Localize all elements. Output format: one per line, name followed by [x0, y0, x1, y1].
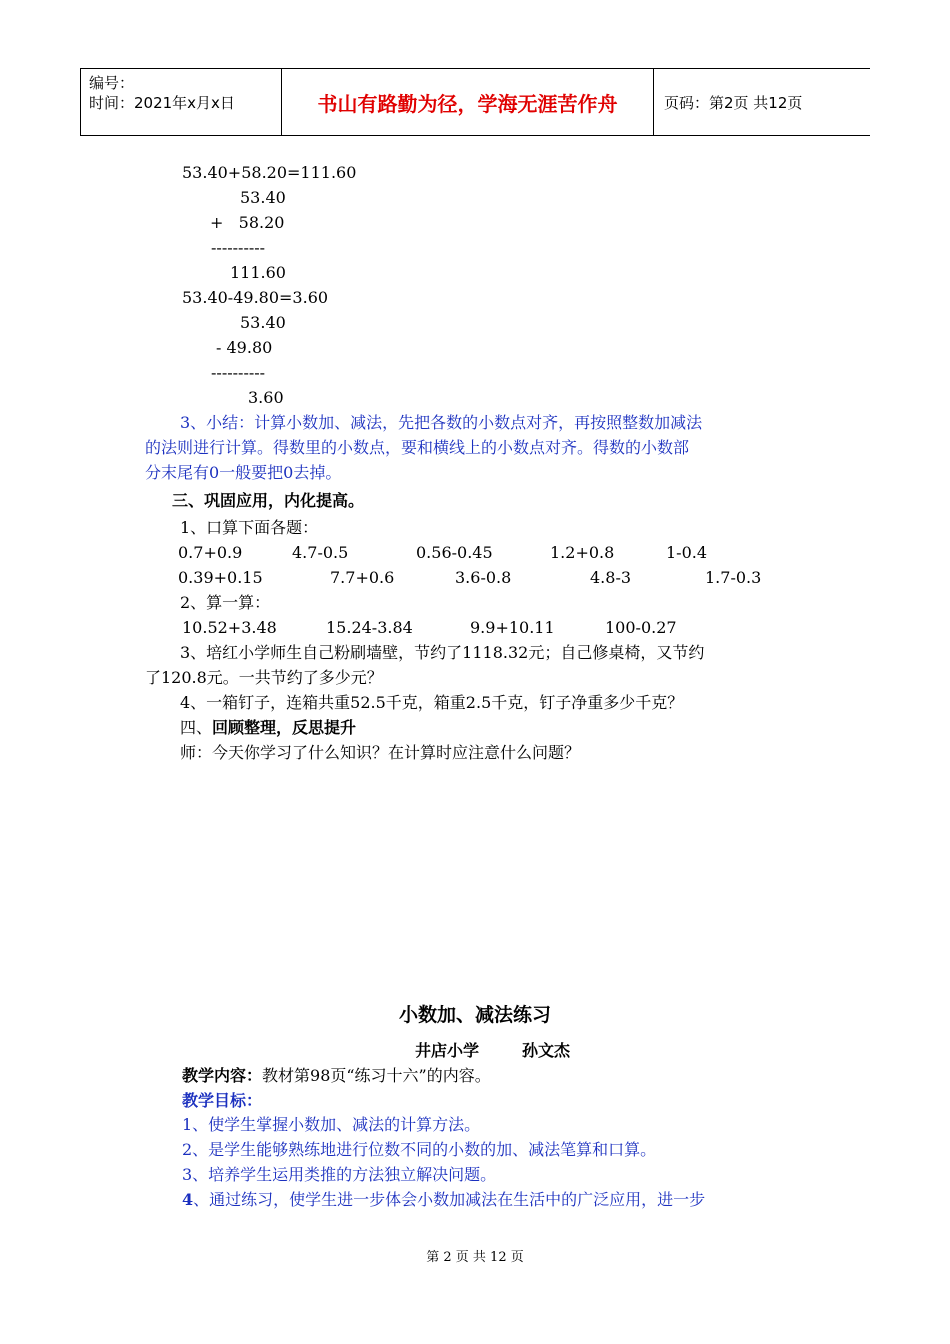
section3-heading: 三、巩固应用，内化提高。	[172, 491, 365, 510]
header-meta	[80, 69, 282, 135]
oral-item: 0.39+0.15	[178, 568, 263, 587]
oral-item: 1-0.4	[666, 543, 708, 562]
calc-item: 9.9+10.11	[470, 618, 555, 637]
oral-item: 1.2+0.8	[550, 543, 615, 562]
question-4: 4、一箱钉子，连箱共重52.5千克，箱重2.5千克，钉子净重多少千克？	[180, 693, 684, 712]
calc-addend-1: 53.40	[240, 188, 286, 207]
lesson-title: 小数加、减法练习	[398, 1004, 551, 1026]
calc-item: 100-0.27	[605, 618, 677, 637]
question-1: 1、口算下面各题：	[180, 518, 319, 537]
oral-item: 3.6-0.8	[455, 568, 512, 587]
calc-item: 15.24-3.84	[326, 618, 413, 637]
calc-rule-2: ----------	[211, 363, 266, 382]
teacher-question: 师：今天你学习了什么知识？在计算时应注意什么问题？	[180, 743, 581, 762]
oral-item: 7.7+0.6	[330, 568, 395, 587]
section4-prefix: 四、	[180, 718, 213, 737]
calc-result-1: 111.60	[230, 263, 286, 282]
section4-title: 回顾整理，反思提升	[212, 718, 357, 737]
calc-minuend: 53.40	[240, 313, 286, 332]
summary-line-1: 3、小结：计算小数加、减法，先把各数的小数点对齐，再按照整数加减法	[180, 413, 703, 432]
goals-label: 教学目标：	[182, 1091, 263, 1110]
page-header	[80, 68, 870, 136]
header-page-info: 页码：第2页 共12页	[664, 93, 803, 112]
oral-item: 4.8-3	[590, 568, 632, 587]
oral-item: 0.56-0.45	[416, 543, 493, 562]
oral-item: 4.7-0.5	[292, 543, 349, 562]
teaching-content	[182, 1063, 491, 1088]
oral-item: 0.7+0.9	[178, 543, 243, 562]
number-label: 编号：	[89, 74, 135, 92]
calc-result-2: 3.60	[248, 388, 284, 407]
calc-subtrahend: - 49.80	[216, 338, 273, 357]
summary-line-2: 的法则进行计算。得数里的小数点，要和横线上的小数点对齐。得数的小数部	[145, 438, 690, 457]
calc-equation-2: 53.40-49.80=3.60	[182, 288, 329, 307]
author-name: 孙文杰	[522, 1041, 571, 1060]
oral-item: 1.7-0.3	[705, 568, 762, 587]
goal-1: 1、使学生掌握小数加、减法的计算方法。	[182, 1115, 481, 1134]
section4-heading	[180, 715, 356, 740]
time-label: 时间：2021年x月x日	[89, 94, 235, 112]
calc-rule-1: ----------	[211, 238, 266, 257]
goal-4-number: 4	[182, 1190, 194, 1209]
calc-addend-2: + 58.20	[210, 213, 285, 232]
content-label: 教学内容：	[182, 1066, 263, 1085]
calc-item: 10.52+3.48	[182, 618, 277, 637]
calc-equation-1: 53.40+58.20=111.60	[182, 163, 357, 182]
header-motto: 书山有路勤为径，学海无涯苦作舟	[282, 69, 654, 135]
goal-3: 3、培养学生运用类推的方法独立解决问题。	[182, 1165, 497, 1184]
school-name: 井店小学	[415, 1041, 480, 1060]
summary-line-3: 分末尾有0一般要把0去掉。	[145, 463, 342, 482]
content-text: 教材第98页“练习十六”的内容。	[262, 1066, 491, 1085]
question-2: 2、算一算：	[180, 593, 271, 612]
goal-4	[182, 1187, 705, 1212]
page-footer: 第 2 页 共 12 页	[426, 1250, 524, 1265]
question-3-line-1: 3、培红小学师生自己粉刷墙壁，节约了1118.32元；自己修桌椅，又节约	[180, 643, 705, 662]
question-3-line-2: 了120.8元。一共节约了多少元？	[145, 668, 383, 687]
goal-2: 2、是学生能够熟练地进行位数不同的小数的加、减法笔算和口算。	[182, 1140, 657, 1159]
goal-4-text: 、通过练习，使学生进一步体会小数加减法在生活中的广泛应用，进一步	[193, 1190, 706, 1209]
